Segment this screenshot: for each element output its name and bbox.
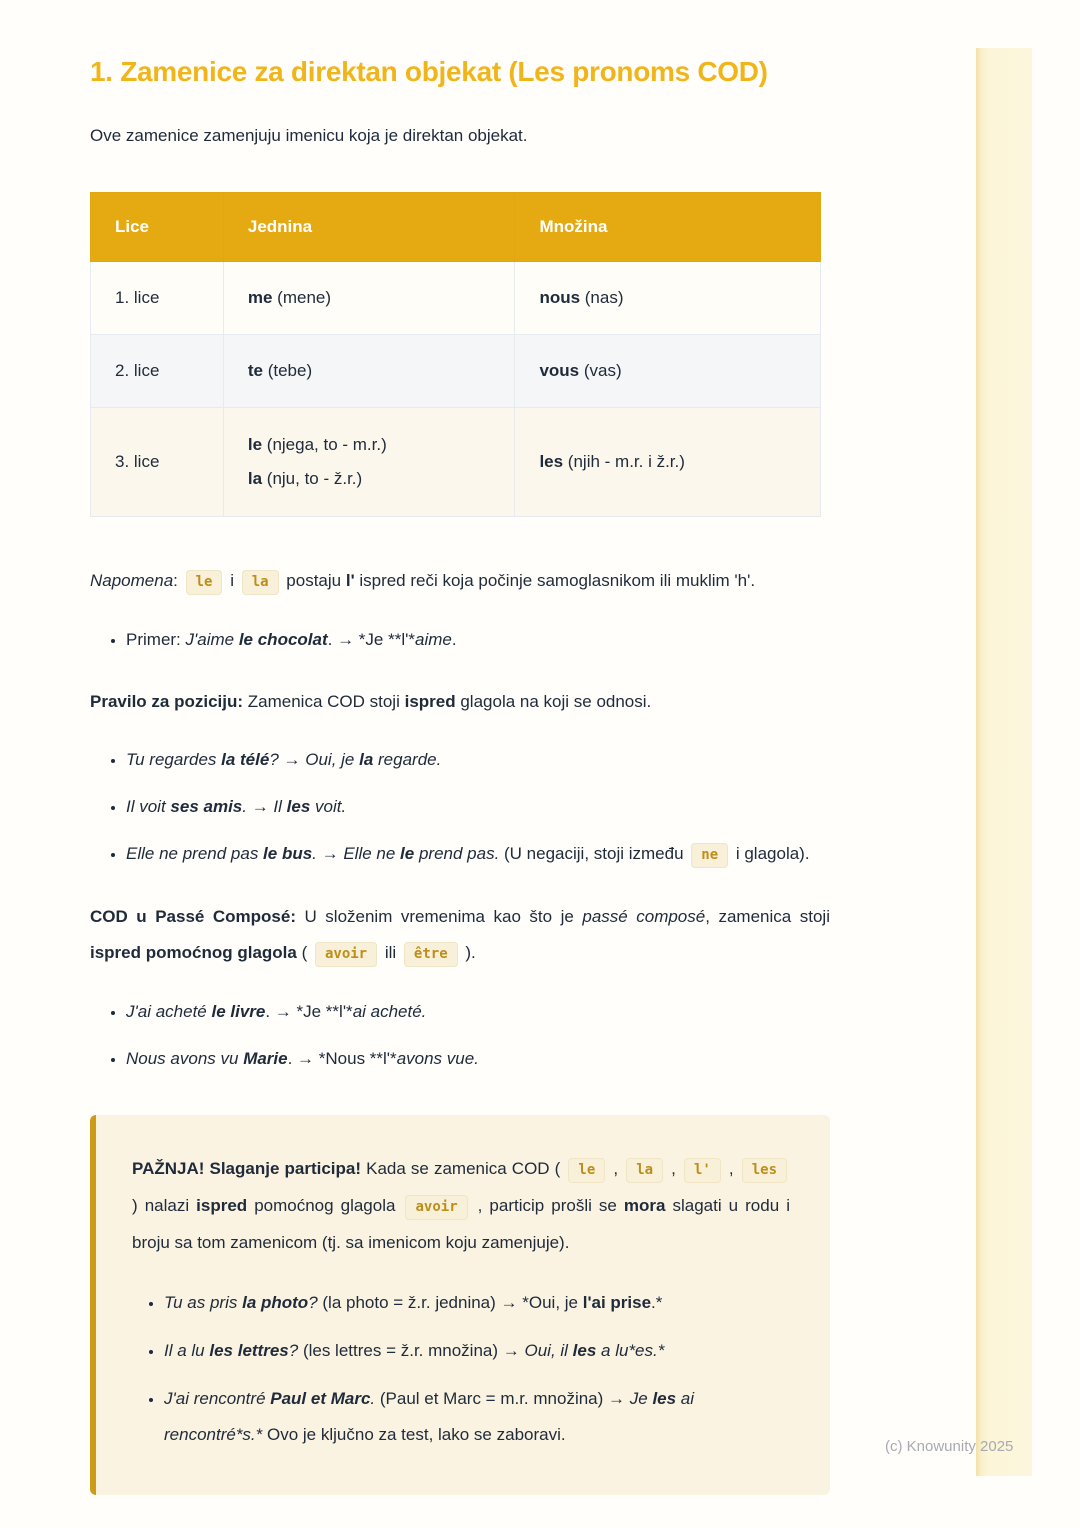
passe-compose-paragraph: COD u Passé Composé: U složenim vremenima kao što je passé composé, zamenica stoji ispred pomoćnog glagola ( avoir ili être ). (90, 899, 830, 972)
table-header-jednina: Jednina (223, 193, 515, 262)
callout-list (132, 1285, 790, 1453)
cell-jednina: te (tebe) (223, 335, 515, 408)
cell-mnozina: vous (vas) (515, 335, 821, 408)
cell-mnozina: les (njih - m.r. i ž.r.) (515, 408, 821, 517)
pozicija-paragraph: Pravilo za poziciju: Zamenica COD stoji ispred glagola na koji se odnosi. (90, 692, 652, 711)
cell-lice: 2. lice (91, 335, 224, 408)
list-item: • Tu as pris la photo? (la photo = ž.r. jednina) → *Oui, je l'ai prise.* (164, 1285, 790, 1321)
document-page (90, 50, 830, 1495)
code-chip: les (742, 1158, 787, 1183)
code-chip: être (404, 942, 458, 967)
cell-lice: 3. lice (91, 408, 224, 517)
cell-jednina: me (mene) (223, 262, 515, 335)
code-chip: avoir (315, 942, 377, 967)
table-header-lice: Lice (91, 193, 224, 262)
page-edge-stripe (976, 48, 1032, 1476)
list-item: • Elle ne prend pas le bus. → Elle ne le prend pas. (U negaciji, stoji između ne i glagola). (126, 836, 830, 873)
page-title: 1. Zamenice za direktan objekat (Les pronoms COD) (90, 56, 768, 87)
list-item: • Nous avons vu Marie. → *Nous **l'*avons vue. (126, 1041, 830, 1077)
list-item: • Il a lu les lettres? (les lettres = ž.r. množina) → Oui, il les a lu*es.* (164, 1333, 790, 1369)
table-row (91, 408, 821, 517)
intro-text: Ove zamenice zamenjuju imenicu koja je direktan objekat. (90, 126, 528, 145)
list-item: • Tu regardes la télé? → Oui, je la regarde. (126, 742, 830, 778)
cell-jednina: le (njega, to - m.r.) la (nju, to - ž.r.) (223, 408, 515, 517)
code-chip: avoir (405, 1195, 467, 1220)
watermark-text: (c) Knowunity 2025 (885, 1438, 1014, 1455)
code-chip: le (568, 1158, 605, 1183)
code-chip: la (626, 1158, 663, 1183)
pozicija-list (90, 742, 830, 873)
cell-lice: 1. lice (91, 262, 224, 335)
code-chip: ne (691, 843, 728, 868)
passe-compose-list (90, 994, 830, 1077)
pronoun-table (90, 192, 821, 517)
table-header-row (91, 193, 821, 262)
table-row (91, 335, 821, 408)
warning-callout (90, 1115, 830, 1495)
callout-paragraph: PAŽNJA! Slaganje participa! Kada se zamenica COD ( le , la , l' , les ) nalazi ispred pomoćnog glagola avoir , particip prošli se mora slagati u rodu i broju sa tom zamenicom (tj. sa imenicom koju zamenjuje). (132, 1159, 790, 1252)
napomena-list (90, 622, 830, 658)
napomena-paragraph: Napomena: le i la postaju l' ispred reči koja počinje samoglasnikom ili muklim 'h'. (90, 563, 830, 600)
code-chip: l' (684, 1158, 721, 1183)
cell-mnozina: nous (nas) (515, 262, 821, 335)
table-header-mnozina: Množina (515, 193, 821, 262)
list-item: • Il voit ses amis. → Il les voit. (126, 789, 830, 825)
table-row (91, 262, 821, 335)
list-item: • Primer: J'aime le chocolat. → *Je **l'*aime. (126, 622, 830, 658)
code-chip: le (186, 570, 223, 595)
code-chip: la (242, 570, 279, 595)
list-item: • J'ai acheté le livre. → *Je **l'*ai acheté. (126, 994, 830, 1030)
list-item: • J'ai rencontré Paul et Marc. (Paul et Marc = m.r. množina) → Je les ai rencontré*s.* Ovo je ključno za test, lako se zaboravi. (164, 1381, 790, 1453)
